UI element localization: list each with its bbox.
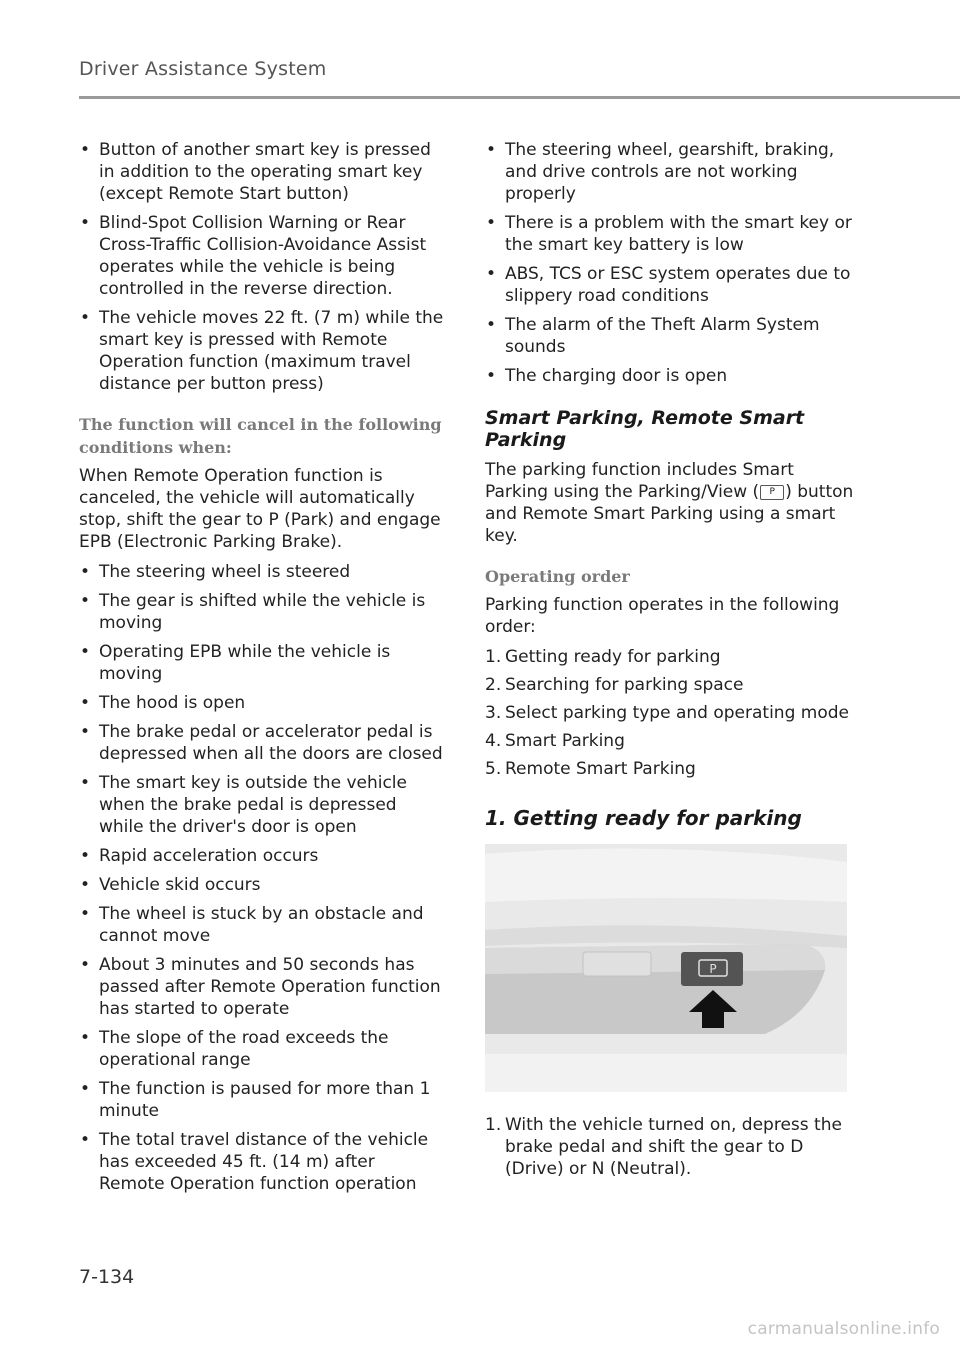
list-item: • Button of another smart key is pressed in addition to the operating smart key (except Remote Start button) bbox=[79, 139, 444, 205]
step-text: Getting ready for parking bbox=[505, 647, 721, 667]
list-item bbox=[485, 730, 855, 752]
operating-order-intro: Parking function operates in the following order: bbox=[485, 595, 840, 637]
cancel-conditions-list-continued bbox=[485, 139, 855, 387]
list-item: • The function is paused for more than 1 minute bbox=[79, 1078, 444, 1122]
list-item: • Blind-Spot Collision Warning or Rear Cross-Traffic Collision-Avoidance Assist operates while the vehicle is being controlled in the reverse direction. bbox=[79, 212, 444, 300]
list-item: • The alarm of the Theft Alarm System sounds bbox=[485, 314, 855, 358]
list-item: • The gear is shifted while the vehicle is moving bbox=[79, 590, 444, 634]
parking-button-illustration bbox=[485, 844, 847, 1092]
page-number: 7-134 bbox=[79, 1266, 135, 1288]
intro-text-b: ) button and Remote Smart Parking using a smart key. bbox=[485, 482, 854, 546]
cancel-conditions-list bbox=[79, 561, 444, 1195]
list-item bbox=[485, 1114, 855, 1180]
lower-floor bbox=[485, 1054, 847, 1092]
left-column bbox=[79, 139, 444, 1202]
step-text: Remote Smart Parking bbox=[505, 759, 696, 779]
list-item bbox=[485, 674, 855, 696]
cancel-intro-paragraph: When Remote Operation function is canceled, the vehicle will automatically stop, shift the gear to P (Park) and engage EPB (Electronic Parking Brake). bbox=[79, 466, 441, 552]
step-number: 2. bbox=[485, 675, 502, 695]
step-text: With the vehicle turned on, depress the brake pedal and shift the gear to D (Drive) or N (Neutral). bbox=[505, 1115, 842, 1179]
step-number: 1. bbox=[485, 1115, 502, 1135]
list-item: • About 3 minutes and 50 seconds has passed after Remote Operation function has started to operate bbox=[79, 954, 444, 1020]
list-item: • Operating EPB while the vehicle is moving bbox=[79, 641, 444, 685]
smart-parking-intro bbox=[485, 459, 855, 547]
parking-icon-label: P bbox=[709, 962, 717, 976]
step-number: 1. bbox=[485, 647, 502, 667]
step-text: Smart Parking bbox=[505, 731, 625, 751]
step-number: 4. bbox=[485, 731, 502, 751]
getting-ready-title: 1. Getting ready for parking bbox=[485, 806, 802, 830]
smart-parking-section-title: Smart Parking, Remote Smart Parking bbox=[485, 407, 805, 451]
list-item: • The steering wheel is steered bbox=[79, 561, 444, 583]
step-number: 5. bbox=[485, 759, 502, 779]
list-item bbox=[485, 758, 855, 780]
list-item: • The vehicle moves 22 ft. (7 m) while the smart key is pressed with Remote Operation function (maximum travel distance per button press) bbox=[79, 307, 444, 395]
list-item: • The brake pedal or accelerator pedal is depressed when all the doors are closed bbox=[79, 721, 444, 765]
watermark: carmanualsonline.info bbox=[747, 1319, 940, 1339]
list-item: • The total travel distance of the vehicle has exceeded 45 ft. (14 m) after Remote Operation function operation bbox=[79, 1129, 444, 1195]
list-item: • There is a problem with the smart key or the smart key battery is low bbox=[485, 212, 855, 256]
parking-view-button-icon: P bbox=[760, 485, 784, 500]
page-header-title: Driver Assistance System bbox=[79, 58, 327, 80]
switch-panel-top bbox=[485, 944, 825, 974]
operating-order-list bbox=[485, 646, 855, 780]
list-item: • The hood is open bbox=[79, 692, 444, 714]
cancel-conditions-heading: The function will cancel in the following conditions when: bbox=[79, 415, 442, 457]
list-item: • The slope of the road exceeds the operational range bbox=[79, 1027, 444, 1071]
list-item: • The steering wheel, gearshift, braking, and drive controls are not working properly bbox=[485, 139, 855, 205]
intro-text-a: The parking function includes Smart Parking using the Parking/View ( bbox=[485, 460, 794, 502]
list-item: • ABS, TCS or ESC system operates due to slippery road conditions bbox=[485, 263, 855, 307]
list-item: • The smart key is outside the vehicle when the brake pedal is depressed while the driver's door is open bbox=[79, 772, 444, 838]
blank-switch bbox=[583, 952, 651, 976]
step-text: Searching for parking space bbox=[505, 675, 744, 695]
list-item: • The charging door is open bbox=[485, 365, 855, 387]
list-item bbox=[485, 646, 855, 668]
header-divider bbox=[79, 96, 960, 99]
remote-operation-bullets bbox=[79, 139, 444, 395]
right-column bbox=[485, 139, 855, 1186]
step-number: 3. bbox=[485, 703, 502, 723]
list-item: • Vehicle skid occurs bbox=[79, 874, 444, 896]
step-text: Select parking type and operating mode bbox=[505, 703, 849, 723]
list-item bbox=[485, 702, 855, 724]
list-item: • The wheel is stuck by an obstacle and cannot move bbox=[79, 903, 444, 947]
operating-order-heading: Operating order bbox=[485, 567, 630, 586]
dashboard-upper-panel bbox=[485, 849, 847, 902]
instruction-list bbox=[485, 1114, 855, 1180]
list-item: • Rapid acceleration occurs bbox=[79, 845, 444, 867]
